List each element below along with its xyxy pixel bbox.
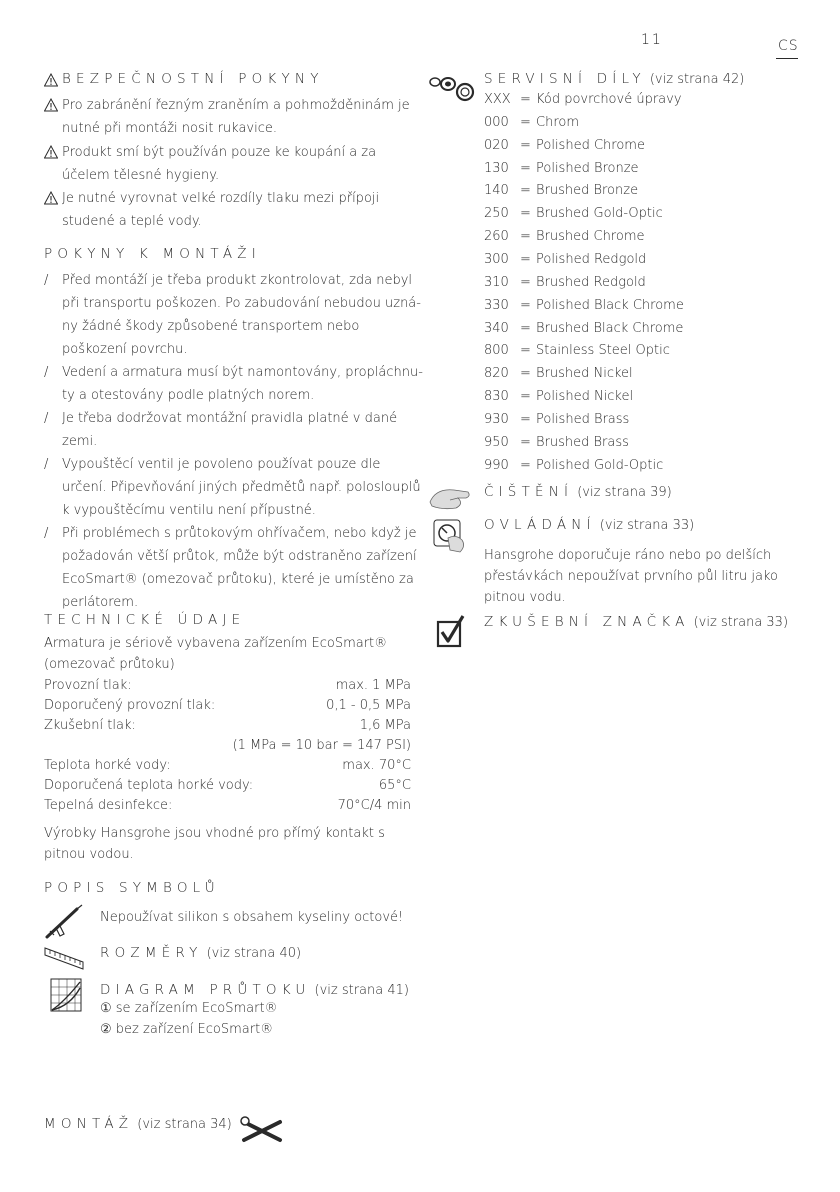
warning-icon [44, 145, 58, 159]
safety-item: Pro zabránění řezným zraněním a pohmožděninám je nutné při montáži nosit rukavice. [62, 98, 410, 136]
ruler-icon [44, 942, 84, 970]
equals-sign: = [520, 114, 531, 130]
finish-code-row [484, 458, 663, 478]
cleaning-ref: (viz strana 39) [577, 485, 672, 500]
finish-code: XXX [484, 92, 511, 107]
technical-note-line: pitnou vodou. [44, 847, 134, 862]
operation-hand-icon [430, 514, 470, 554]
finish-code-row [484, 183, 638, 203]
technical-intro-line: Armatura je sériově vybavena zařízením EcoSmart® [44, 636, 388, 651]
finish-code: 250 [484, 206, 509, 222]
technical-row [44, 718, 411, 738]
montage-heading [44, 1116, 232, 1132]
finish-name: Kód povrchové úpravy [536, 92, 682, 107]
test-mark-title: ZKUŠEBNÍ ZNAČKA [484, 614, 690, 630]
finish-code-row [484, 206, 663, 226]
assembly-note-line: ny žádné škody způsobené transportem nebo [62, 319, 360, 334]
finish-code-row [484, 366, 633, 386]
technical-value: max. 1 MPa [335, 678, 411, 693]
equals-sign: = [520, 274, 531, 290]
flow-diagram-title: DIAGRAM PRŮTOKU [100, 982, 311, 998]
finish-code-row [484, 412, 629, 432]
technical-label: Doporučená teplota horké vody: [44, 778, 254, 793]
technical-row [44, 738, 411, 758]
finish-code: 950 [484, 434, 509, 450]
finish-name: Brushed Gold-Optic [536, 206, 663, 222]
language-tab-underline [776, 58, 798, 59]
flow-diagram-ref: (viz strana 41) [314, 983, 409, 998]
assembly-note-line: perlátorem. [62, 595, 139, 610]
symbols-heading: POPIS SYMBOLŮ [44, 880, 220, 896]
warning-icon [44, 191, 58, 205]
equals-sign: = [520, 389, 531, 405]
operation-text-line: pitnou vodu. [484, 590, 566, 605]
assembly-note-line: určení. Připevňování jiných předmětů např. poloslouplů [62, 480, 421, 495]
technical-value: 1,6 MPa [359, 718, 411, 733]
operation-heading [484, 517, 694, 533]
finish-name: Polished Redgold [536, 251, 647, 267]
assembly-note-line: ty a otestovány podle platných norem. [62, 388, 315, 403]
finish-code-row [484, 252, 646, 272]
checkmark-box-icon [436, 614, 466, 648]
technical-label: Zkušební tlak: [44, 718, 136, 733]
assembly-note-line: k vypouštěcímu ventilu není přípustné. [62, 503, 316, 518]
tools-icon [240, 1114, 284, 1146]
finish-code-row [484, 321, 683, 341]
assembly-notes-heading: POKYNY K MONTÁŽI [44, 246, 261, 262]
operation-ref: (viz strana 33) [599, 518, 695, 533]
service-parts-heading [484, 71, 744, 87]
cleaning-title: ČIŠTĚNÍ [484, 484, 574, 500]
assembly-note-line: při transportu poškozen. Po zabudování nebudou uzná- [62, 296, 421, 311]
service-parts-title: SERVISNÍ DÍLY [484, 71, 646, 87]
finish-name: Brushed Brass [536, 434, 629, 450]
equals-sign: = [520, 411, 531, 427]
equals-sign: = [520, 229, 531, 245]
technical-row [44, 798, 411, 818]
silicone-gun-icon [44, 904, 84, 940]
finish-code: 990 [484, 457, 509, 473]
equals-sign: = [520, 92, 531, 107]
equals-sign: = [520, 297, 531, 313]
warning-icon [44, 73, 58, 87]
assembly-note-line: Před montáží je třeba produkt zkontrolovat, zda nebyl [62, 273, 413, 288]
finish-name: Brushed Bronze [536, 183, 639, 199]
finish-code: 300 [484, 251, 509, 267]
finish-name: Stainless Steel Optic [536, 343, 670, 359]
equals-sign: = [520, 366, 531, 382]
page-number: 11 [641, 32, 663, 48]
dimensions-title: ROZMĚRY [100, 945, 203, 961]
operation-text-line: přestávkách nepoužívat prvního půl litru jako [484, 569, 778, 584]
service-parts-ref: (viz strana 42) [649, 72, 745, 87]
finish-name: Polished Nickel [536, 389, 634, 405]
language-tab: CS [778, 38, 799, 54]
operation-title: OVLÁDÁNÍ [484, 517, 596, 533]
technical-label: Teplota horké vody: [44, 758, 171, 773]
finish-code: 140 [484, 183, 509, 199]
finish-code: 820 [484, 366, 509, 382]
finish-code: 020 [484, 137, 509, 153]
warning-icon [44, 98, 58, 112]
bullet-slash: / [44, 526, 49, 541]
equals-sign: = [520, 320, 531, 336]
finish-name: Brushed Black Chrome [536, 320, 684, 336]
equals-sign: = [520, 434, 531, 450]
finish-code: 260 [484, 229, 509, 245]
dimensions-heading [100, 945, 301, 961]
finish-code: 340 [484, 320, 509, 336]
technical-value: (1 MPa = 10 bar = 147 PSI) [232, 738, 411, 753]
equals-sign: = [520, 183, 531, 199]
finish-code-row [484, 298, 684, 318]
assembly-note-line: zemi. [62, 434, 98, 449]
finish-code: 130 [484, 160, 509, 176]
finish-code-row [484, 161, 639, 181]
technical-value: max. 70°C [342, 758, 411, 773]
flow-diagram-heading [100, 982, 409, 998]
technical-value: 65°C [378, 778, 411, 793]
flow-diagram-icon [50, 978, 82, 1012]
technical-row [44, 778, 411, 798]
finish-code-row [484, 138, 645, 158]
finish-code-row [484, 435, 629, 455]
safety-item: Je nutné vyrovnat velké rozdíly tlaku mezi přípoji studené a teplé vody. [62, 191, 380, 229]
technical-value: 70°C/4 min [337, 798, 411, 813]
test-mark-ref: (viz strana 33) [693, 615, 789, 630]
bullet-slash: / [44, 411, 49, 426]
finish-code: 930 [484, 411, 509, 427]
equals-sign: = [520, 137, 531, 153]
equals-sign: = [520, 457, 531, 473]
finish-code-row [484, 229, 644, 249]
bullet-slash: / [44, 457, 49, 472]
bullet-slash: / [44, 365, 49, 380]
equals-sign: = [520, 343, 531, 359]
flow-diagram-item: ① se zařízením EcoSmart® [100, 1001, 278, 1016]
finish-code: 800 [484, 343, 509, 359]
safety-item: Produkt smí být používán pouze ke koupání a za účelem tělesné hygieny. [62, 145, 377, 183]
cleaning-hand-icon [428, 484, 472, 512]
assembly-note-line: Je třeba dodržovat montážní pravidla platné v dané [62, 411, 398, 426]
finish-code-row [484, 389, 633, 409]
finish-name: Polished Chrome [536, 137, 645, 153]
finish-code: 310 [484, 274, 509, 290]
service-parts-icon [428, 72, 478, 102]
finish-name: Polished Black Chrome [536, 297, 684, 313]
finish-name: Polished Brass [536, 411, 630, 427]
finish-code: 330 [484, 297, 509, 313]
technical-label: Tepelná desinfekce: [44, 798, 173, 813]
finish-name: Brushed Redgold [536, 274, 646, 290]
operation-text-line: Hansgrohe doporučuje ráno nebo po delších [484, 548, 772, 563]
cleaning-heading [484, 484, 672, 500]
finish-name: Brushed Chrome [536, 229, 645, 245]
technical-note-line: Výrobky Hansgrohe jsou vhodné pro přímý kontakt s [44, 826, 385, 841]
technical-intro-line: (omezovač průtoku) [44, 657, 175, 672]
technical-label: Provozní tlak: [44, 678, 132, 693]
assembly-note-line: Vedení a armatura musí být namontovány, propláchnu- [62, 365, 423, 380]
finish-code-row [484, 115, 579, 135]
technical-label: Doporučený provozní tlak: [44, 698, 216, 713]
bullet-slash: / [44, 273, 49, 288]
technical-value: 0,1 - 0,5 MPa [326, 698, 411, 713]
technical-row [44, 698, 411, 718]
finish-code-row [484, 92, 682, 112]
test-mark-heading [484, 614, 788, 630]
assembly-note-line: poškození povrchu. [62, 342, 188, 357]
assembly-note-line: Vypouštěcí ventil je povoleno používat pouze dle [62, 457, 381, 472]
montage-ref: (viz strana 34) [137, 1117, 232, 1132]
finish-code-row [484, 275, 646, 295]
finish-name: Polished Bronze [536, 160, 639, 176]
finish-code: 000 [484, 114, 509, 130]
equals-sign: = [520, 251, 531, 267]
equals-sign: = [520, 206, 531, 222]
safety-heading: BEZPEČNOSTNÍ POKYNY [62, 71, 324, 87]
technical-row [44, 678, 411, 698]
technical-row [44, 758, 411, 778]
assembly-note-line: Při problémech s průtokovým ohřívačem, nebo když je [62, 526, 417, 541]
dimensions-ref: (viz strana 40) [206, 946, 302, 961]
equals-sign: = [520, 160, 531, 176]
technical-heading: TECHNICKÉ ÚDAJE [44, 612, 246, 628]
assembly-note-line: požadován větší průtok, může být odstraněno zařízení [62, 549, 417, 564]
finish-code-row [484, 343, 670, 363]
flow-diagram-item: ② bez zařízení EcoSmart® [100, 1022, 274, 1037]
finish-name: Chrom [536, 114, 579, 130]
assembly-note-line: EcoSmart® (omezovač průtoku), které je umístěno za [62, 572, 414, 587]
silicone-warning: Nepoužívat silikon s obsahem kyseliny octové! [100, 910, 404, 925]
finish-name: Brushed Nickel [536, 366, 633, 382]
finish-name: Polished Gold-Optic [536, 457, 664, 473]
finish-code: 830 [484, 389, 509, 405]
montage-title: MONTÁŽ [44, 1116, 134, 1132]
